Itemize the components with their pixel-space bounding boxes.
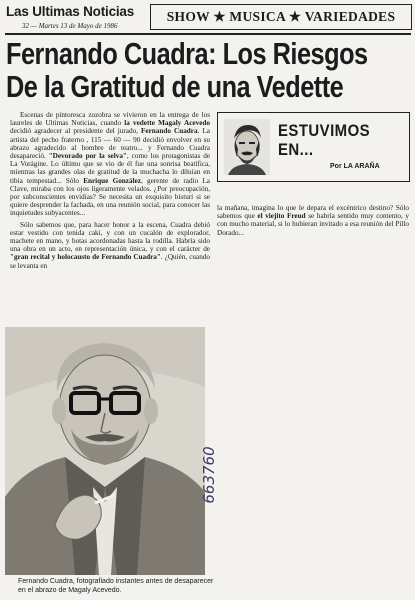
headline-line-1: Fernando Cuadra: Los Riesgos — [6, 37, 368, 71]
archive-stamp-text: 663760 — [200, 446, 218, 504]
headline-line-2: De la Gratitud de una Vedette — [6, 70, 344, 104]
archive-stamp-number — [196, 440, 232, 510]
column-byline: Por LA ARAÑA — [330, 163, 380, 170]
columnist-portrait — [224, 119, 270, 175]
column-title: ESTUVIMOS EN... — [278, 121, 371, 159]
article-paragraph-3: la mañana, imagina lo que le depara el excéntrico destino? Sólo sabemos que el viejito Freud se habría sentido muy contento, y con mucho material, si lo hubieran invitado a esa reunión del Pillo Dorado... — [217, 204, 409, 237]
issue-date: 32 — Martes 13 de Mayo de 1986 — [22, 22, 118, 30]
masthead-rule — [5, 33, 411, 35]
article-paragraph-1: Escenas de pintoresca zozobra se vivieron en la entrega de los laureles de Ultimas Noticias, cuando la vedette Magaly Acevedo decidió agradecer al presidente del jurado, Fernando Cuadra. La artista del pecho fraterno , 115 — 60 — 90 decidió envolver en su abrazo agradecido al hombre de teatro... y Fernando Cuadra desapareció. "Devorado por la selva", como los protagonistas de La Vorágine. Lo último que se vio de él fue una sonrisa beatífica, mientras las grandes olas de gratitud de la muchacha lo diluían en tibia tempestad... Sólo Enrique González, gerente de radio La Clave, miraba con los ojos ligeramente velados. ¿Por preocupación, por subconscientes envidias? Se necesita un exquisito bisturí si se quiere desprender la fachada, en una reunión social, para conocer las inquietudes subyacentes... — [10, 111, 211, 218]
article-column-left — [10, 111, 210, 273]
photo-caption: Fernando Cuadra, fotografiado instantes antes de desaparecer en el abrazo de Magaly Acevedo. — [18, 578, 214, 594]
section-banner: SHOW ★ MUSICA ★ VARIEDADES — [150, 4, 412, 30]
column-header-box — [217, 112, 410, 182]
article-paragraph-2: Sólo sabemos que, para hacer honor a la escena, Cuadra debió estar vestido con tenida caki, y con un cucalón de explorador, machete en mano, y botas acordonadas hasta la rodilla. Habría sido una obra en un acto, en representación única, y con el carácter de "gran recital y holocausto de Fernando Cuadra". ¿Quién, cuando se levanta en — [10, 220, 210, 270]
article-column-right — [217, 204, 409, 240]
headline — [6, 37, 368, 104]
newspaper-name: Las Ultimas Noticias — [6, 4, 135, 19]
portrait-photo-fernando-cuadra — [5, 327, 205, 575]
